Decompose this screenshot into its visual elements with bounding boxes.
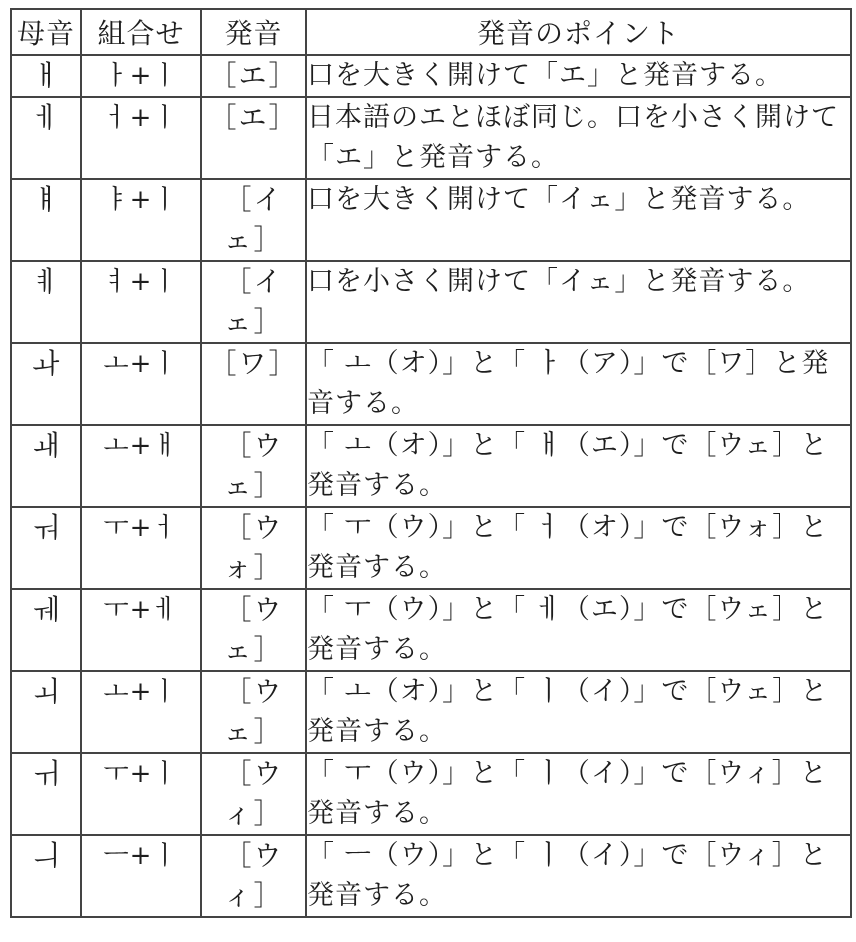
header-vowel: 母音 <box>11 9 81 55</box>
point-cell: 「 ㅜ（ウ）」と「 ㅔ（エ）」で［ウェ］と発音する。 <box>306 589 851 671</box>
pronunciation-cell: ［ウェ］ <box>201 589 306 671</box>
header-row <box>11 9 851 55</box>
pronunciation-cell: ［ワ］ <box>201 343 306 425</box>
combination-cell: ㅗ+ㅣ <box>81 343 201 425</box>
point-cell: 口を小さく開けて「イェ」と発音する。 <box>306 261 851 343</box>
vowel-cell: ㅚ <box>11 671 81 753</box>
table-row <box>11 589 851 671</box>
point-cell: 「 ㅡ（ウ）」と「 ㅣ（イ）」で［ウィ］と発音する。 <box>306 835 851 917</box>
header-combination: 組合せ <box>81 9 201 55</box>
table-row <box>11 425 851 507</box>
vowel-cell: ㅙ <box>11 425 81 507</box>
combination-cell: ㅜ+ㅔ <box>81 589 201 671</box>
vowel-cell: ㅘ <box>11 343 81 425</box>
table-row <box>11 671 851 753</box>
table-row <box>11 507 851 589</box>
combination-cell: ㅡ+ㅣ <box>81 835 201 917</box>
combination-cell: ㅕ+ㅣ <box>81 261 201 343</box>
point-cell: 口を大きく開けて「イェ」と発音する。 <box>306 179 851 261</box>
vowel-cell: ㅟ <box>11 753 81 835</box>
pronunciation-cell: ［エ］ <box>201 55 306 97</box>
table-row <box>11 55 851 97</box>
combination-cell: ㅓ+ㅣ <box>81 97 201 179</box>
header-point: 発音のポイント <box>306 9 851 55</box>
vowel-cell: ㅐ <box>11 55 81 97</box>
vowel-cell: ㅔ <box>11 97 81 179</box>
point-cell: 「 ㅗ（オ）」と「 ㅣ（イ）」で［ウェ］と発音する。 <box>306 671 851 753</box>
vowel-cell: ㅖ <box>11 261 81 343</box>
point-cell: 日本語のエとほぼ同じ。口を小さく開けて「エ」と発音する。 <box>306 97 851 179</box>
pronunciation-cell: ［ウィ］ <box>201 835 306 917</box>
combination-cell: ㅏ+ㅣ <box>81 55 201 97</box>
header-pronunciation: 発音 <box>201 9 306 55</box>
table-row <box>11 753 851 835</box>
vowel-cell: ㅞ <box>11 589 81 671</box>
combination-cell: ㅜ+ㅓ <box>81 507 201 589</box>
table-row <box>11 835 851 917</box>
point-cell: 「 ㅜ（ウ）」と「 ㅓ（オ）」で［ウォ］と発音する。 <box>306 507 851 589</box>
pronunciation-cell: ［ウィ］ <box>201 753 306 835</box>
combination-cell: ㅗ+ㅐ <box>81 425 201 507</box>
table-row <box>11 97 851 179</box>
vowel-cell: ㅢ <box>11 835 81 917</box>
combination-cell: ㅜ+ㅣ <box>81 753 201 835</box>
pronunciation-cell: ［ウォ］ <box>201 507 306 589</box>
pronunciation-cell: ［ウェ］ <box>201 425 306 507</box>
point-cell: 「 ㅗ（オ）」と「 ㅐ（エ）」で［ウェ］と発音する。 <box>306 425 851 507</box>
pronunciation-cell: ［エ］ <box>201 97 306 179</box>
pronunciation-cell: ［ウェ］ <box>201 671 306 753</box>
vowel-cell: ㅝ <box>11 507 81 589</box>
pronunciation-cell: ［イェ］ <box>201 261 306 343</box>
point-cell: 「 ㅗ（オ）」と「 ㅏ（ア）」で［ワ］と発音する。 <box>306 343 851 425</box>
combination-cell: ㅗ+ㅣ <box>81 671 201 753</box>
table-row <box>11 179 851 261</box>
vowel-cell: ㅒ <box>11 179 81 261</box>
combination-cell: ㅑ+ㅣ <box>81 179 201 261</box>
table-row <box>11 261 851 343</box>
point-cell: 口を大きく開けて「エ」と発音する。 <box>306 55 851 97</box>
table-row <box>11 343 851 425</box>
point-cell: 「 ㅜ（ウ）」と「 ㅣ（イ）」で［ウィ］と発音する。 <box>306 753 851 835</box>
vowel-table <box>10 8 852 918</box>
pronunciation-cell: ［イェ］ <box>201 179 306 261</box>
